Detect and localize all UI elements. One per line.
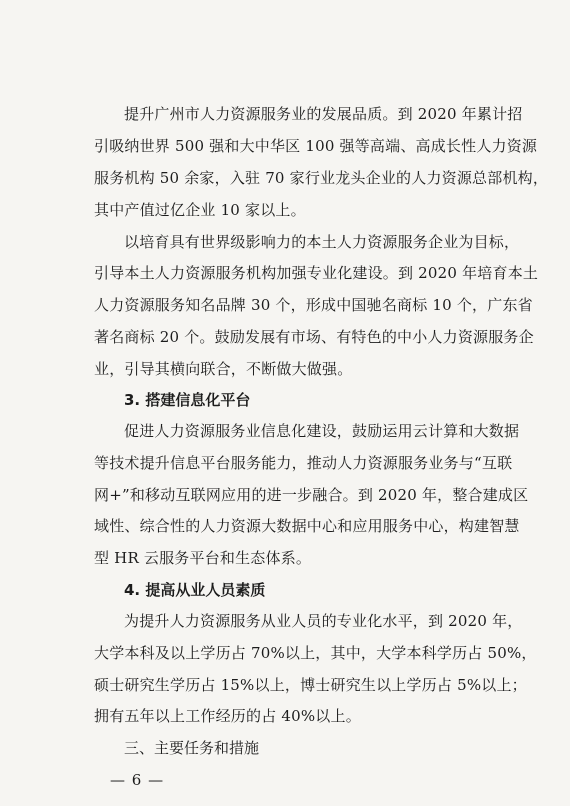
paragraph-4-line-3: 硕士研究生学历占 15%以上，博士研究生以上学历占 5%以上； (94, 676, 527, 694)
paragraph-3-line-2: 等技术提升信息平台服务能力，推动人力资源服务业务与“互联 (94, 454, 513, 472)
paragraph-1-line-2: 引吸纳世界 500 强和大中华区 100 强等高端、高成长性人力资源 (94, 137, 538, 155)
paragraph-1-line-1: 提升广州市人力资源服务业的发展品质。到 2020 年累计招 (124, 105, 523, 123)
paragraph-3-line-3: 网+”和移动互联网应用的进一步融合。到 2020 年，整合建成区 (94, 486, 529, 504)
paragraph-1-line-3: 服务机构 50 余家，入驻 70 家行业龙头企业的人力资源总部机构， (94, 169, 549, 187)
paragraph-3-line-4: 域性、综合性的人力资源大数据中心和应用服务中心，构建智慧 (94, 517, 520, 535)
section-title-main-tasks: 三、主要任务和措施 (124, 739, 260, 757)
paragraph-2-line-5: 业，引导其横向联合，不断做大做强。 (94, 360, 353, 378)
heading-build-info-platform: 3. 搭建信息化平台 (124, 391, 251, 409)
paragraph-2-line-2: 引导本土人力资源服务机构加强专业化建设。到 2020 年培育本土 (94, 264, 539, 282)
paragraph-4-line-2: 大学本科及以上学历占 70%以上，其中，大学本科学历占 50%， (94, 644, 537, 662)
paragraph-4-line-1: 为提升人力资源服务从业人员的专业化水平，到 2020 年， (124, 612, 523, 630)
paragraph-4-line-4: 拥有五年以上工作经历的占 40%以上。 (94, 707, 361, 725)
paragraph-1-line-4: 其中产值过亿企业 10 家以上。 (94, 201, 306, 219)
paragraph-2-line-3: 人力资源服务知名品牌 30 个，形成中国驰名商标 10 个，广东省 (94, 296, 533, 314)
page-number: — 6 — (110, 771, 165, 789)
paragraph-2-line-4: 著名商标 20 个。鼓励发展有市场、有特色的中小人力资源服务企 (94, 328, 534, 346)
paragraph-2-line-1: 以培育具有世界级影响力的本土人力资源服务企业为目标， (124, 233, 520, 251)
heading-improve-staff-quality: 4. 提高从业人员素质 (124, 581, 266, 599)
paragraph-3-line-1: 促进人力资源服务业信息化建设，鼓励运用云计算和大数据 (124, 422, 520, 440)
paragraph-3-line-5: 型 HR 云服务平台和生态体系。 (94, 549, 312, 567)
